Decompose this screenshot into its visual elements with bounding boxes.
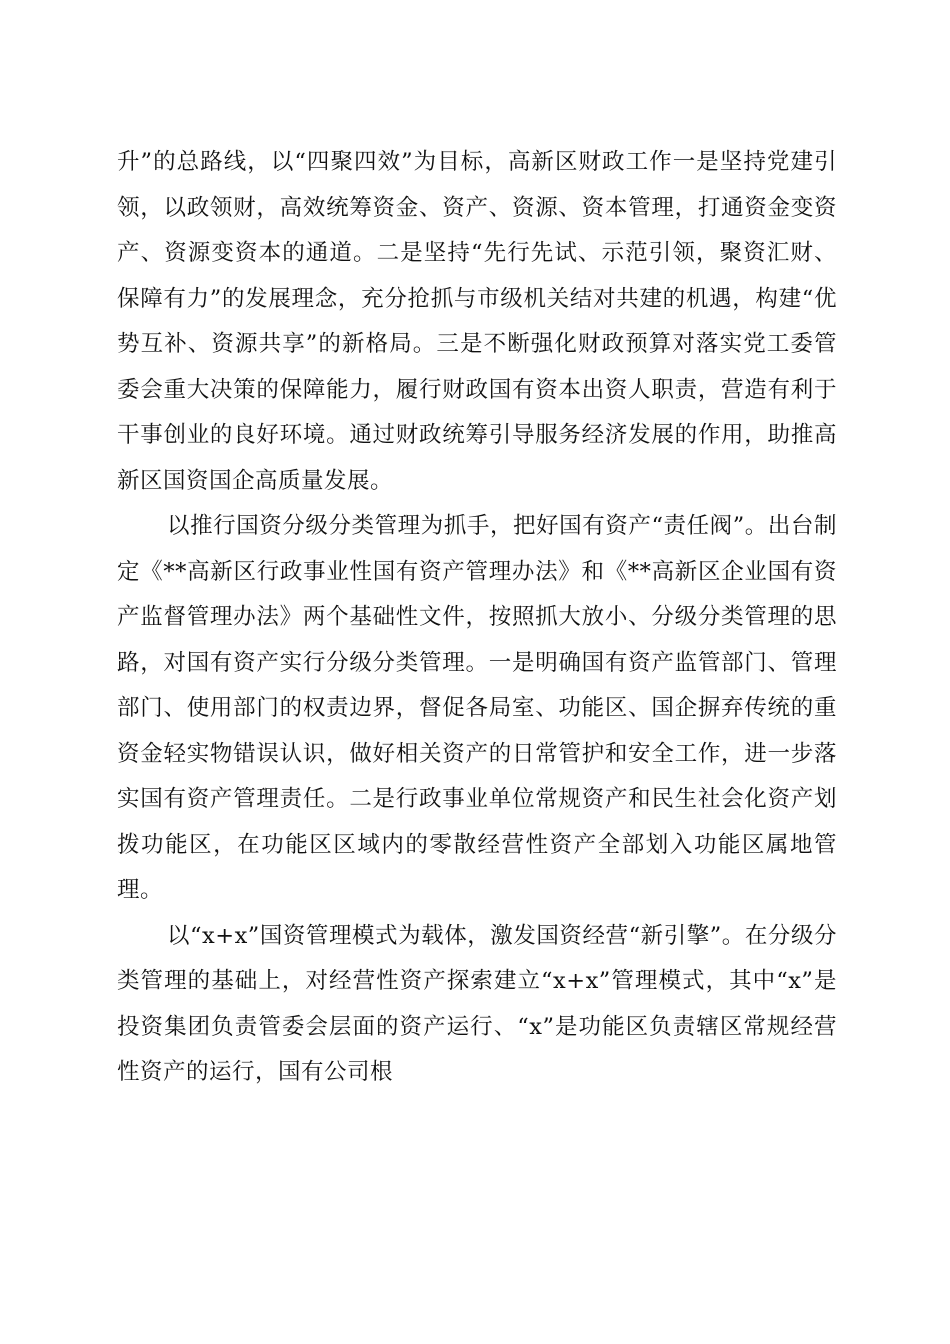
- paragraph-3: 以“x+x”国资管理模式为载体，激发国资经营“新引擎”。在分级分类管理的基础上，对经营性资产探索建立“x+x”管理模式，其中“x”是投资集团负责管委会层面的资产运行、“x”是功能区负责辖区常规经营性资产的运行，国有公司根: [117, 922, 837, 1085]
- paragraph-1: 升”的总路线，以“四聚四效”为目标，高新区财政工作一是坚持党建引领，以政领财，高效统筹资金、资产、资源、资本管理，打通资金变资产、资源变资本的通道。二是坚持“先行先试、示范引领，聚资汇财、保障有力”的发展理念，充分抢抓与市级机关结对共建的机遇，构建“优势互补、资源共享”的新格局。三是不断强化财政预算对落实党工委管委会重大决策的保障能力，履行财政国有资本出资人职责，营造有利于干事创业的良好环境。通过财政统筹引导服务经济发展的作用，助推高新区国资国企高质量发展。: [117, 149, 837, 494]
- paragraph-2: 以推行国资分级分类管理为抓手，把好国有资产“责任阀”。出台制定《**高新区行政事业性国有资产管理办法》和《**高新区企业国有资产监督管理办法》两个基础性文件，按照抓大放小、分级分类管理的思路，对国有资产实行分级分类管理。一是明确国有资产监管部门、管理部门、使用部门的权责边界，督促各局室、功能区、国企摒弃传统的重资金轻实物错误认识，做好相关资产的日常管护和安全工作，进一步落实国有资产管理责任。二是行政事业单位常规资产和民生社会化资产划拨功能区，在功能区区域内的零散经营性资产全部划入功能区属地管理。: [117, 513, 837, 903]
- document-body: [117, 140, 837, 1096]
